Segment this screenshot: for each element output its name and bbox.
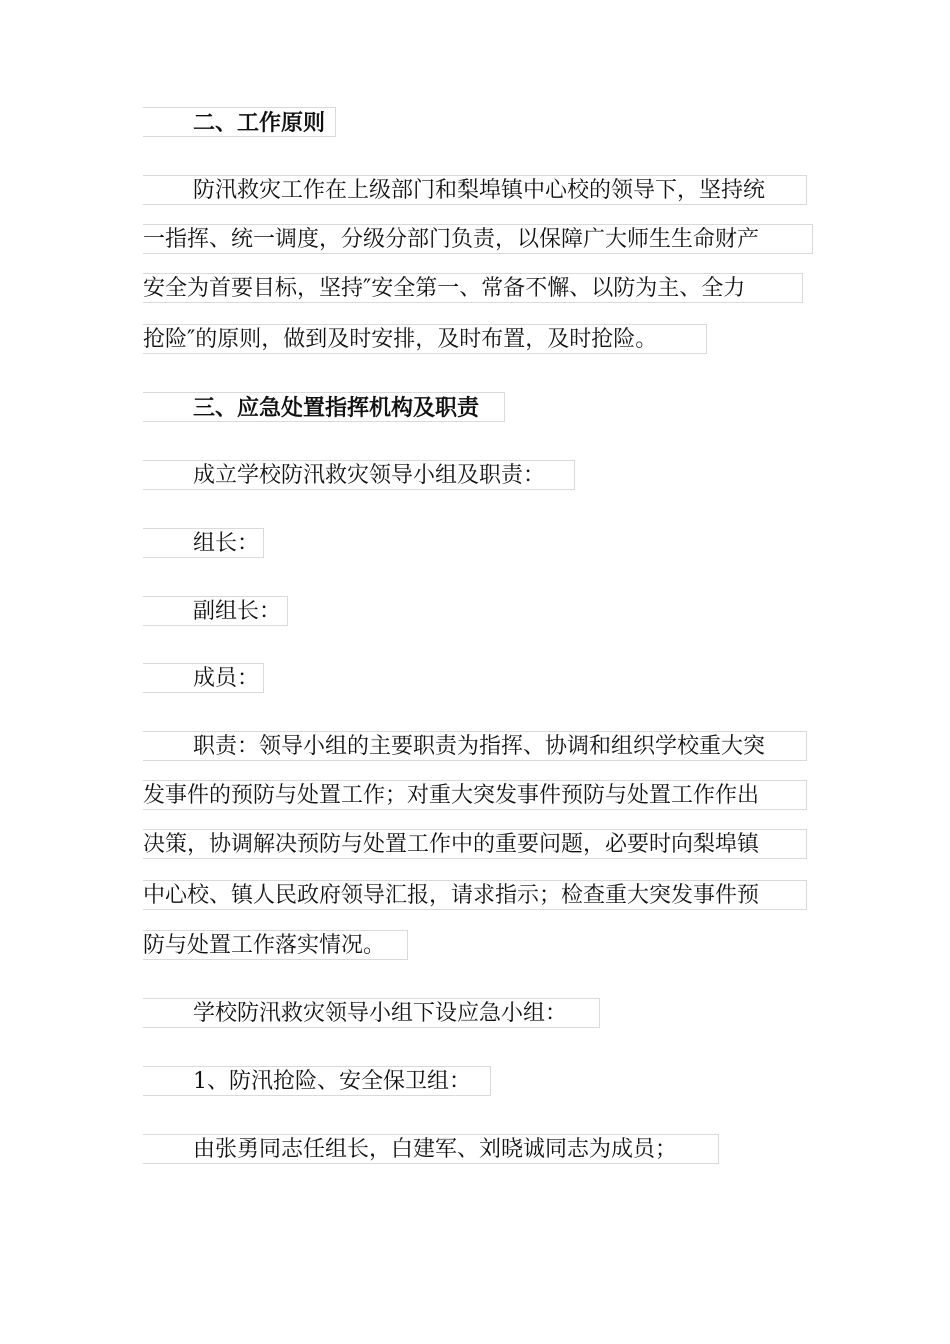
paragraph-line: 安全为首要目标，坚持″安全第一、常备不懈、以防为主、全力	[143, 273, 803, 303]
paragraph-line: 防汛救灾工作在上级部门和梨埠镇中心校的领导下，坚持统	[143, 175, 807, 205]
paragraph-line: 决策，协调解决预防与处置工作中的重要问题，必要时向梨埠镇	[143, 829, 807, 859]
leader-label: 组长：	[143, 528, 264, 558]
paragraph-line: 由张勇同志任组长，白建军、刘晓诚同志为成员；	[143, 1134, 719, 1164]
paragraph-line: 一指挥、统一调度，分级分部门负责，以保障广大师生生命财产	[143, 224, 813, 254]
paragraph-line: 成立学校防汛救灾领导小组及职责：	[143, 460, 575, 490]
deputy-leader-label: 副组长：	[143, 596, 288, 626]
paragraph-line: 中心校、镇人民政府领导汇报，请求指示；检查重大突发事件预	[143, 880, 807, 910]
member-label: 成员：	[143, 663, 264, 693]
paragraph-line: 发事件的预防与处置工作；对重大突发事件预防与处置工作作出	[143, 780, 807, 810]
subgroup-title: 1、防汛抢险、安全保卫组：	[143, 1066, 491, 1096]
paragraph-line: 防与处置工作落实情况。	[143, 930, 408, 960]
section-heading-command-structure: 三、应急处置指挥机构及职责	[143, 392, 505, 422]
paragraph-line: 学校防汛救灾领导小组下设应急小组：	[143, 998, 600, 1028]
paragraph-line: 抢险″的原则，做到及时安排，及时布置，及时抢险。	[143, 324, 707, 354]
section-heading-work-principles: 二、工作原则	[143, 107, 336, 137]
paragraph-line: 职责：领导小组的主要职责为指挥、协调和组织学校重大突	[143, 731, 807, 761]
